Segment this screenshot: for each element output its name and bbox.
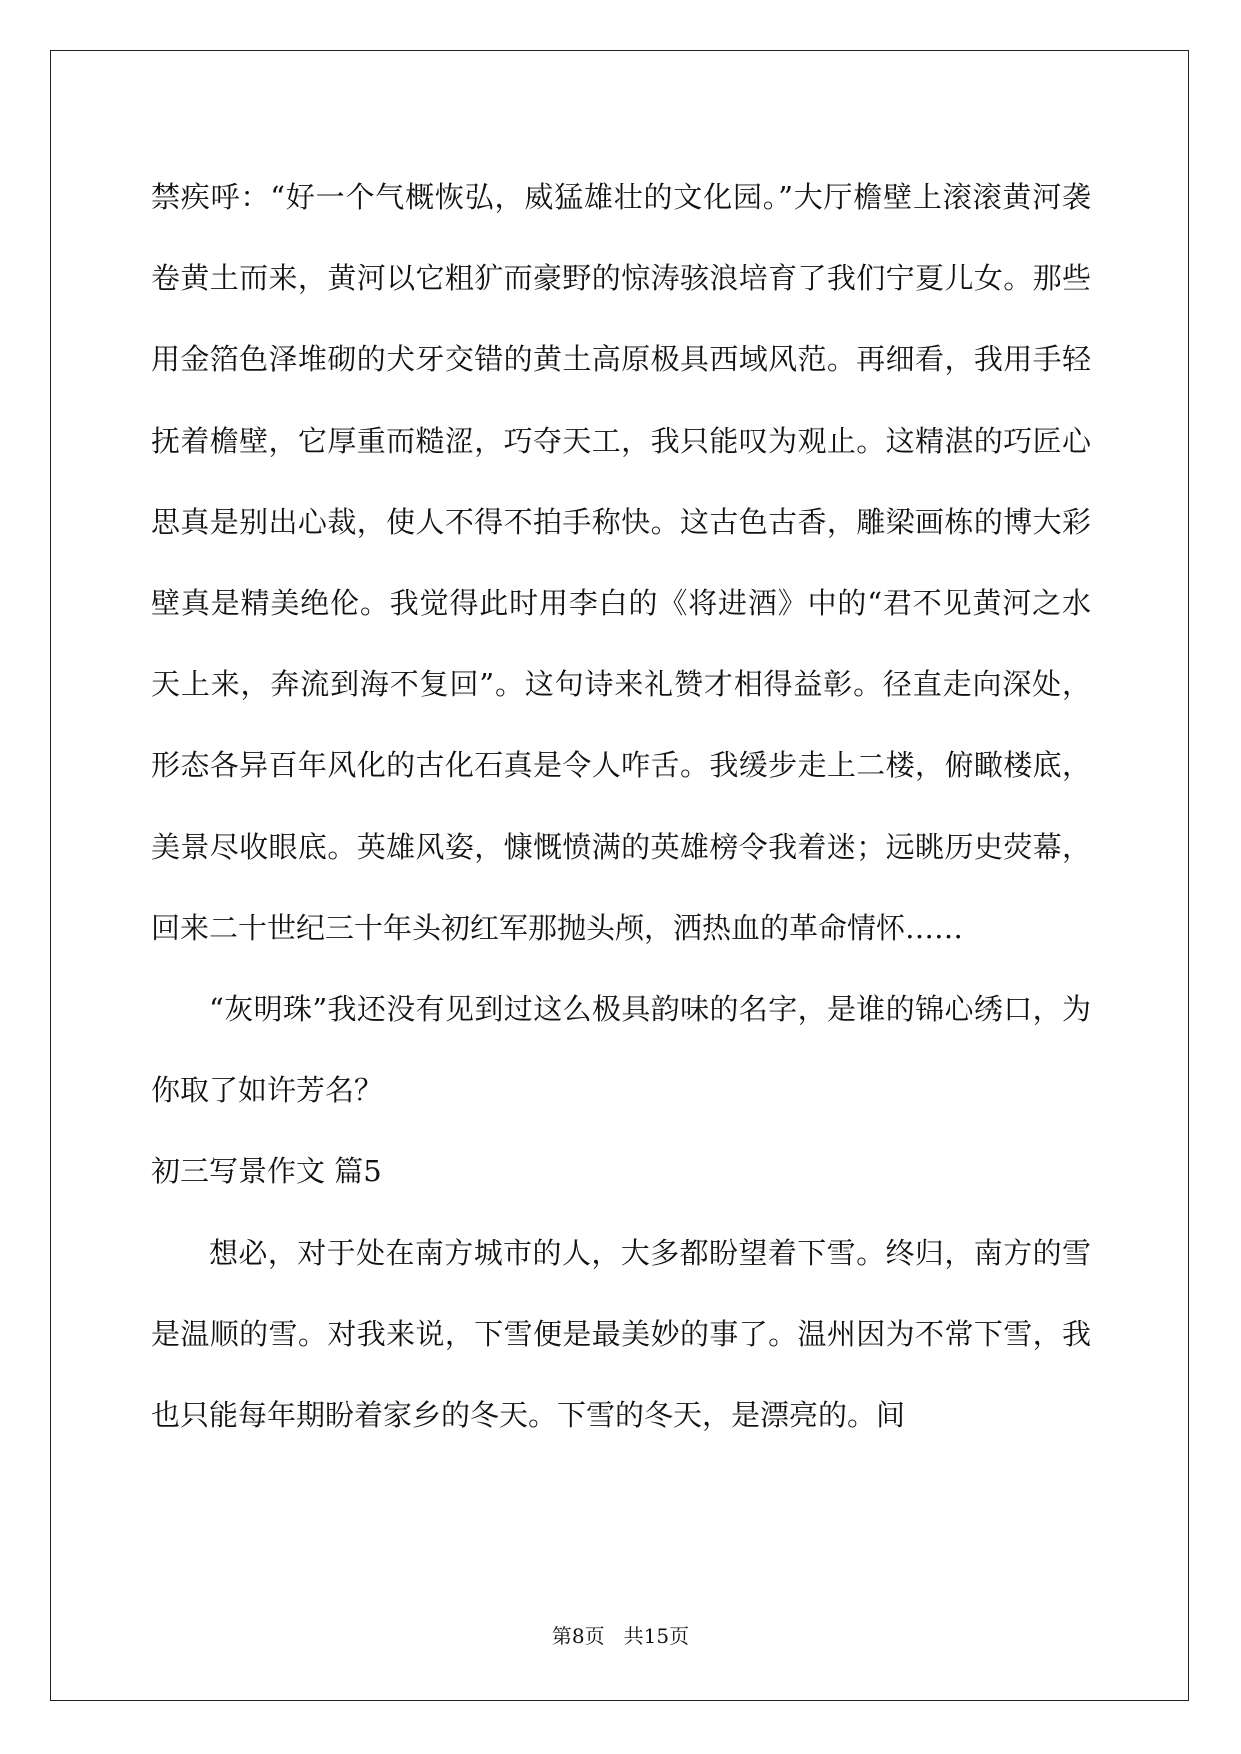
document-body	[151, 157, 1091, 1456]
section-heading: 初三写景作文 篇5	[151, 1154, 382, 1189]
paragraph-3: 想必，对于处在南方城市的人，大多都盼望着下雪。终归，南方的雪是温顺的雪。对我来说，下雪便是最美妙的事了。温州因为不常下雪，我也只能每年期盼着家乡的冬天。下雪的冬天，是漂亮的。间	[151, 1235, 1091, 1433]
paragraph-1: 禁疾呼：“好一个气概恢弘，威猛雄壮的文化园。”大厅檐壁上滚滚黄河袭卷黄土而来，黄河以它粗犷而豪野的惊涛骇浪培育了我们宁夏儿女。那些用金箔色泽堆砌的犬牙交错的黄土高原极具西域风范。再细看，我用手轻抚着檐壁，它厚重而糙涩，巧夺天工，我只能叹为观止。这精湛的巧匠心思真是别出心裁，使人不得不拍手称快。这古色古香，雕梁画栋的博大彩壁真是精美绝伦。我觉得此时用李白的《将进酒》中的“君不见黄河之水天上来，奔流到海不复回”。这句诗来礼赞才相得益彰。径直走向深处，形态各异百年风化的古化石真是令人咋舌。我缓步走上二楼，俯瞰楼底，美景尽收眼底。英雄风姿，慷慨愤满的英雄榜令我着迷；远眺历史荧幕，回来二十世纪三十年头初红军那抛头颅，洒热血的革命情怀……	[151, 180, 1091, 945]
paragraph-2: “灰明珠”我还没有见到过这么极具韵味的名字，是谁的锦心绣口，为你取了如许芳名？	[151, 992, 1091, 1108]
page-footer: 第8页 共15页	[551, 1624, 690, 1648]
